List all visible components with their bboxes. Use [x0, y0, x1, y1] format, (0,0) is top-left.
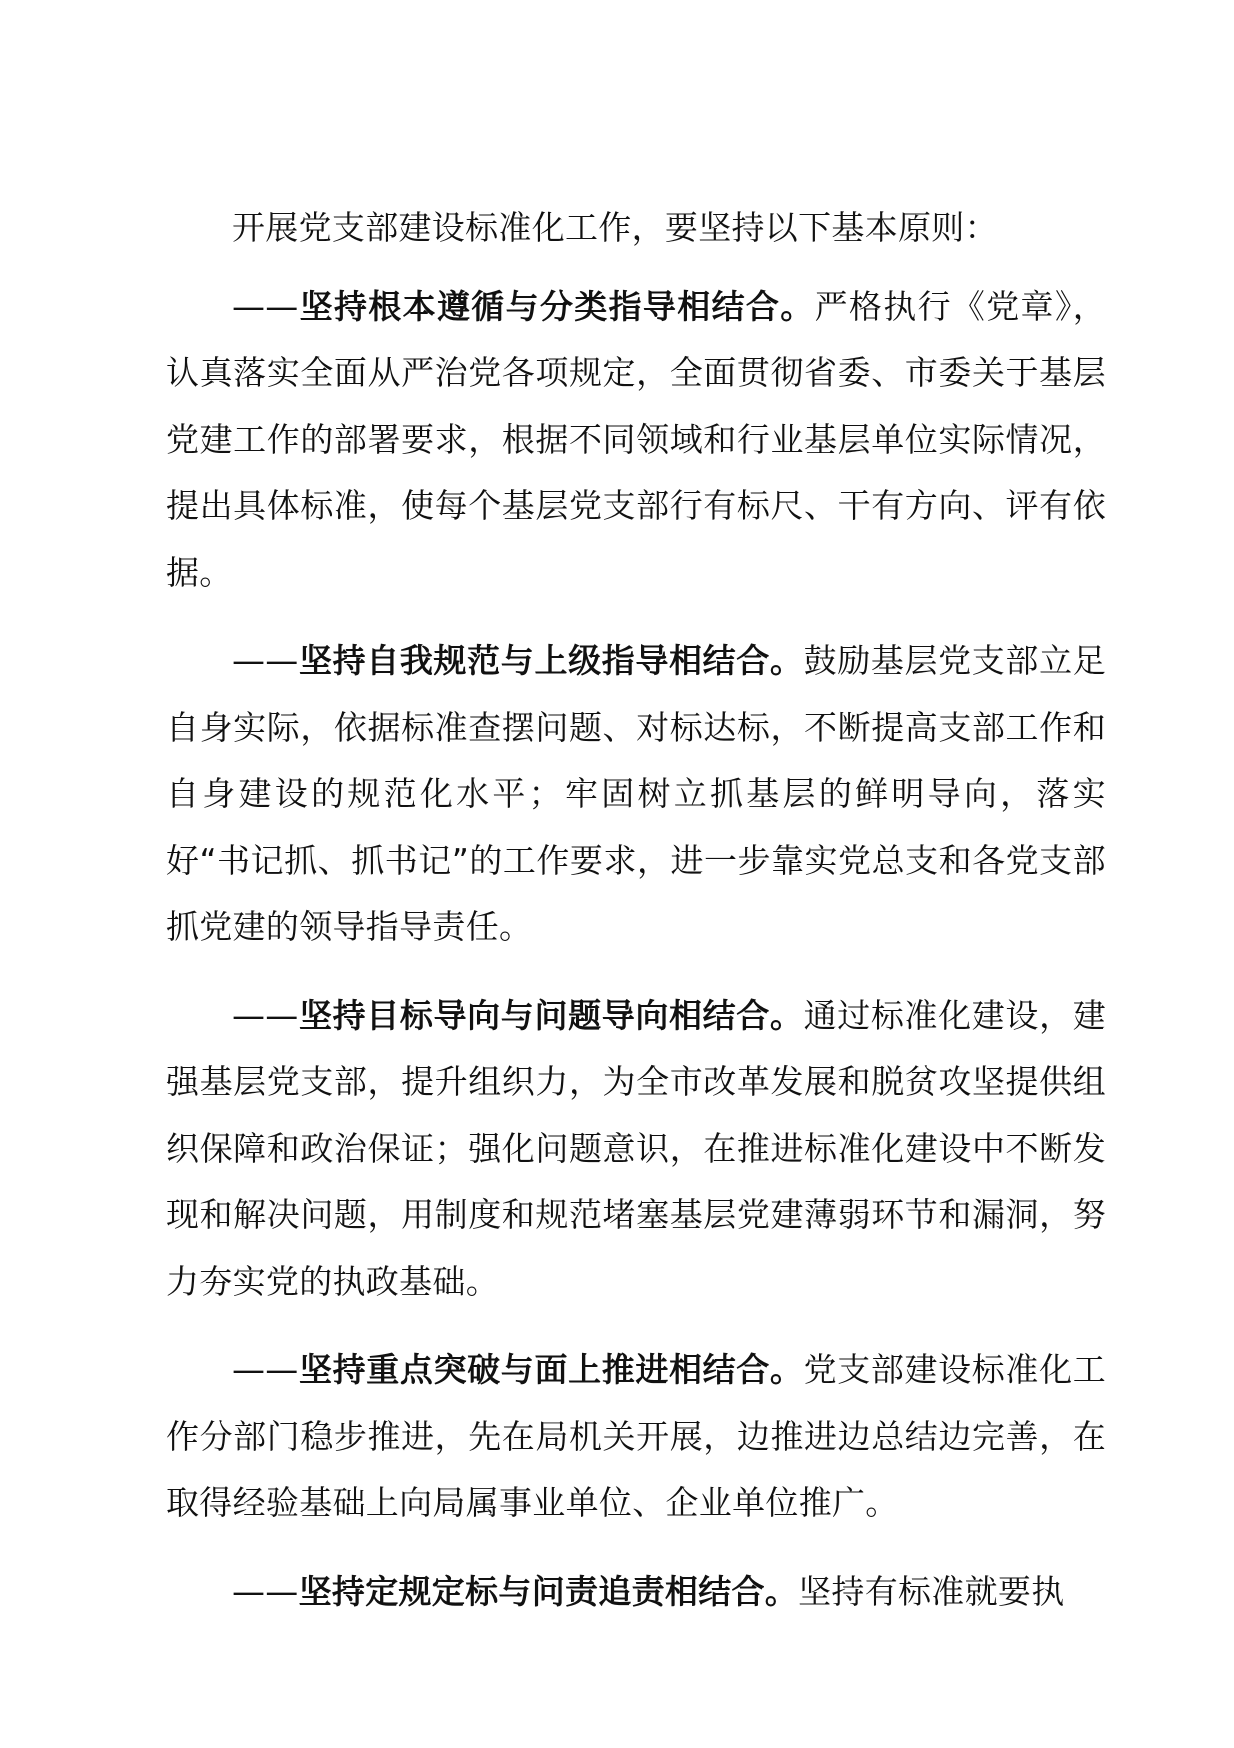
principle-paragraph-3	[166, 983, 1106, 1316]
principle-paragraph-5	[166, 1559, 1106, 1626]
principle-title: 坚持目标导向与问题导向相结合。	[298, 995, 804, 1035]
principle-title: 坚持自我规范与上级指导相结合。	[298, 641, 804, 680]
principle-body: 坚持有标准就要执	[798, 1571, 1065, 1611]
principle-title: 坚持根本遵循与分类指导相结合。	[298, 286, 815, 326]
document-body	[166, 195, 1106, 1647]
principle-title: 坚持重点突破与面上推进相结合。	[298, 1350, 804, 1389]
principle-body: 通过标准化建设，建强基层党支部，提升组织力，为全市改革发展和脱贫攻坚提供组织保障和政治保证；强化问题意识，在推进标准化建设中不断发现和解决问题，用制度和规范堵塞基层党建薄弱环节和漏洞，努力夯实党的执政基础。	[166, 995, 1107, 1301]
intro-paragraph: 开展党支部建设标准化工作，要坚持以下基本原则：	[232, 208, 998, 247]
em-dash: ——	[232, 641, 299, 680]
principle-paragraph-4	[166, 1337, 1106, 1537]
principle-paragraph-1	[166, 274, 1106, 607]
principle-body: 严格执行《党章》，认真落实全面从严治党各项规定，全面贯彻省委、市委关于基层党建工作的部署要求，根据不同领域和行业基层单位实际情况，提出具体标准，使每个基层党支部行有标尺、干有方向、评有依据。	[166, 286, 1107, 592]
em-dash: ——	[232, 995, 299, 1035]
principle-body: 鼓励基层党支部立足自身实际，依据标准查摆问题、对标达标，不断提高支部工作和自身建设的规范化水平；牢固树立抓基层的鲜明导向，落实好“书记抓、抓书记”的工作要求，进一步靠实党总支和各党支部抓党建的领导指导责任。	[166, 641, 1107, 946]
em-dash: ——	[232, 286, 299, 326]
em-dash: ——	[232, 1350, 299, 1389]
principle-body: 党支部建设标准化工作分部门稳步推进，先在局机关开展，边推进边总结边完善，在取得经验基础上向局属事业单位、企业单位推广。	[166, 1350, 1107, 1522]
principle-title: 坚持定规定标与问责追责相结合。	[298, 1571, 799, 1611]
principle-paragraph-2	[166, 628, 1106, 961]
em-dash: ——	[232, 1571, 299, 1611]
